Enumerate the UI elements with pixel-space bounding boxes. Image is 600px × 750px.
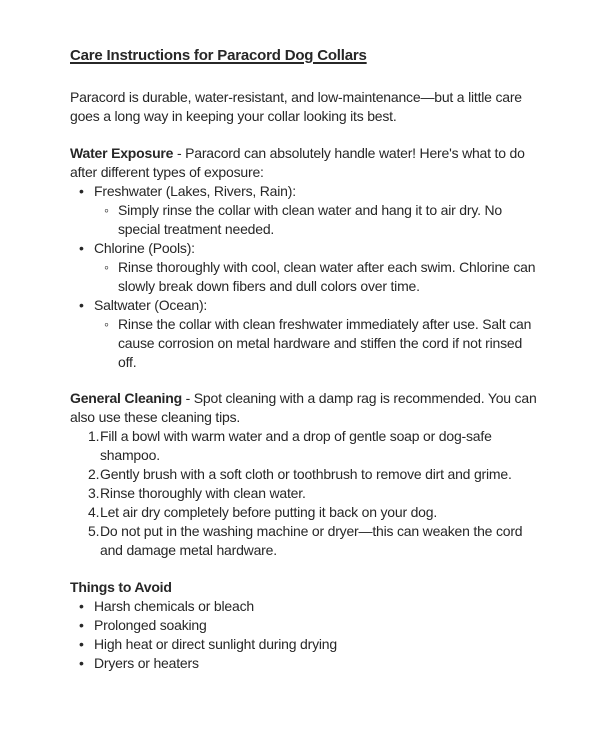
avoid-item-text: Harsh chemicals or bleach	[94, 598, 254, 614]
exposure-detail-text: Simply rinse the collar with clean water and hang it to air dry. No special treatment needed.	[118, 202, 502, 237]
avoid-item-text: Dryers or heaters	[94, 655, 199, 671]
step-text: Do not put in the washing machine or dryer—this can weaken the cord and damage metal hardware.	[100, 523, 523, 558]
list-item	[70, 465, 538, 484]
list-item	[70, 182, 538, 239]
general-cleaning-paragraph	[70, 389, 538, 427]
step-text: Let air dry completely before putting it back on your dog.	[100, 504, 438, 520]
exposure-term: Saltwater (Ocean):	[94, 297, 208, 313]
avoid-item-text: Prolonged soaking	[94, 617, 207, 633]
list-item	[70, 296, 538, 372]
water-exposure-label: Water Exposure	[70, 145, 174, 161]
list-item	[70, 427, 538, 465]
list-item	[70, 635, 538, 654]
exposure-detail	[94, 258, 538, 296]
general-cleaning-text: - Spot cleaning with a damp rag is recommended. You can also use these cleaning tips.	[70, 390, 537, 425]
exposure-term: Chlorine (Pools):	[94, 240, 195, 256]
list-item	[70, 484, 538, 503]
exposure-detail-text: Rinse the collar with clean freshwater immediately after use. Salt can cause corrosion on metal hardware and stiffen the cord if not rinsed off.	[118, 316, 532, 370]
step-text: Fill a bowl with warm water and a drop of gentle soap or dog-safe shampoo.	[100, 428, 492, 463]
water-exposure-paragraph	[70, 144, 538, 182]
exposure-detail-text: Rinse thoroughly with cool, clean water after each swim. Chlorine can slowly break down fibers and dull colors over time.	[118, 259, 536, 294]
list-item	[70, 503, 538, 522]
general-cleaning-label: General Cleaning	[70, 390, 182, 406]
document-title: Care Instructions for Paracord Dog Collars	[70, 47, 367, 64]
list-item	[70, 522, 538, 560]
avoid-list	[70, 597, 538, 673]
exposure-list	[70, 182, 538, 372]
things-to-avoid-heading: Things to Avoid	[70, 579, 172, 595]
list-item	[70, 616, 538, 635]
cleaning-steps-list	[70, 427, 538, 560]
step-text: Gently brush with a soft cloth or toothbrush to remove dirt and grime.	[100, 466, 512, 482]
list-item	[70, 654, 538, 673]
water-exposure-text: - Paracord can absolutely handle water! Here's what to do after different types of exposure:	[70, 145, 525, 180]
step-text: Rinse thoroughly with clean water.	[100, 485, 306, 501]
exposure-detail	[94, 315, 538, 372]
exposure-term: Freshwater (Lakes, Rivers, Rain):	[94, 183, 296, 199]
list-item	[70, 239, 538, 296]
list-item	[70, 597, 538, 616]
intro-paragraph: Paracord is durable, water-resistant, and low-maintenance—but a little care goes a long way in keeping your collar looking its best.	[70, 89, 522, 124]
exposure-detail	[94, 201, 538, 239]
avoid-item-text: High heat or direct sunlight during drying	[94, 636, 337, 652]
